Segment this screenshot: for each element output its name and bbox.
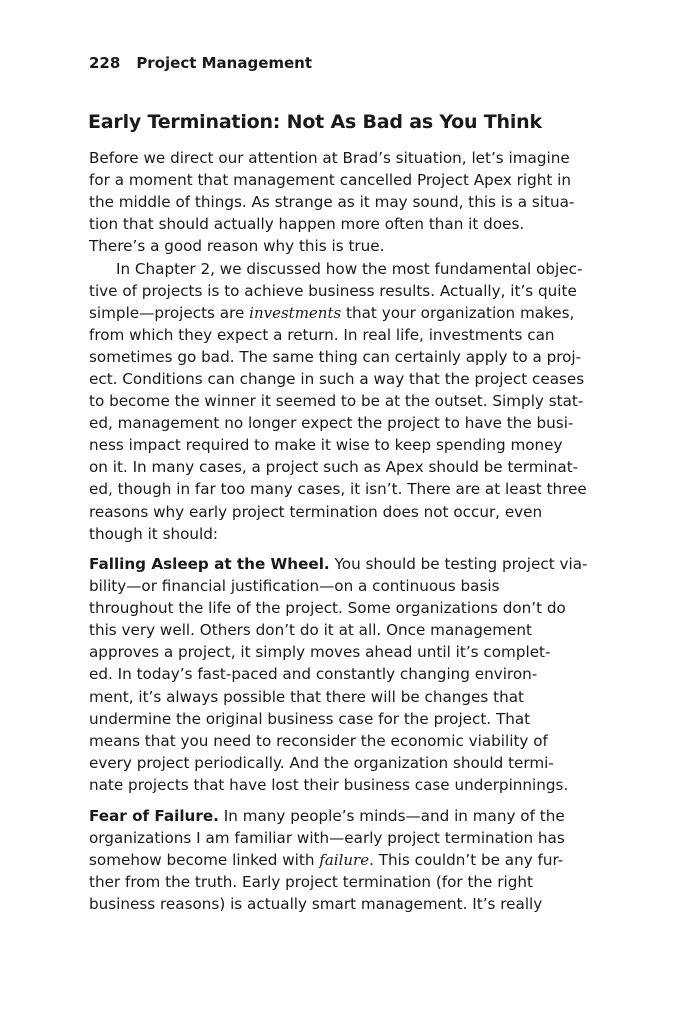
text-line: reasons why early project termination does not occur, even bbox=[89, 502, 543, 521]
text-run: In many people’s minds—and in many of the bbox=[218, 807, 565, 825]
text-line: to become the winner it seemed to be at the outset. Simply stat- bbox=[89, 392, 584, 411]
text-line: Before we direct our attention at Brad’s situation, let’s imagine bbox=[89, 149, 570, 167]
text-line: ect. Conditions can change in such a way that the project ceases bbox=[89, 369, 585, 388]
text-line: ed, though in far too many cases, it isn’t. There are at least three bbox=[89, 480, 587, 499]
text-line: this very well. Others don’t do it at all. Once management bbox=[89, 621, 532, 640]
text-line: undermine the original business case for the project. That bbox=[89, 709, 531, 728]
run-in-heading: Fear of Failure. bbox=[89, 807, 219, 825]
text-line: from which they expect a return. In real life, investments can bbox=[89, 325, 555, 344]
text-run: . This couldn’t be any fur- bbox=[369, 851, 564, 870]
text-line: ed. In today’s fast-paced and constantly changing environ- bbox=[89, 665, 538, 684]
text-line: for a moment that management cancelled Project Apex right in bbox=[89, 171, 572, 190]
text-line: bility—or financial justification—on a continuous basis bbox=[89, 577, 500, 596]
text-line: ment, it’s always possible that there will be changes that bbox=[89, 687, 524, 706]
text-line: ed, management no longer expect the project to have the busi- bbox=[89, 414, 574, 433]
section-title: Early Termination: Not As Bad as You Think bbox=[88, 111, 542, 133]
text-line: ness impact required to make it wise to keep spending money bbox=[89, 436, 563, 455]
emphasis-investments: investments bbox=[249, 303, 342, 322]
paragraph-fear-of-failure bbox=[89, 805, 604, 915]
text-line: on it. In many cases, a project such as Apex should be terminat- bbox=[89, 458, 579, 477]
text-run: that your organization makes, bbox=[341, 303, 575, 322]
text-line: approves a project, it simply moves ahead until it’s complet- bbox=[89, 643, 551, 662]
text-line: tive of projects is to achieve business results. Actually, it’s quite bbox=[89, 281, 577, 300]
text-run: simple—projects are bbox=[89, 303, 250, 322]
text-line: There’s a good reason why this is true. bbox=[89, 237, 385, 256]
text-line bbox=[89, 805, 604, 827]
text-line: means that you need to reconsider the economic viability of bbox=[89, 731, 548, 750]
text-line bbox=[89, 553, 604, 575]
running-title: Project Management bbox=[136, 54, 313, 72]
text-line: business reasons) is actually smart management. It’s really bbox=[89, 895, 543, 914]
text-line: every project periodically. And the organization should termi- bbox=[89, 753, 554, 772]
text-line: throughout the life of the project. Some organizations don’t do bbox=[89, 599, 566, 618]
paragraph-falling-asleep bbox=[89, 553, 604, 796]
text-line: ther from the truth. Early project termination (for the right bbox=[89, 873, 533, 892]
paragraph-intro bbox=[89, 147, 604, 257]
text-line: In Chapter 2, we discussed how the most fundamental objec- bbox=[116, 259, 583, 278]
text-line: the middle of things. As strange as it may sound, this is a situa- bbox=[89, 193, 575, 212]
text-line: nate projects that have lost their business case underpinnings. bbox=[89, 775, 569, 794]
running-header bbox=[89, 54, 312, 72]
text-line: tion that should actually happen more often than it does. bbox=[89, 215, 525, 234]
page-number: 228 bbox=[89, 54, 121, 72]
text-run: somehow become linked with bbox=[89, 851, 320, 870]
paragraph-chapter-2 bbox=[89, 258, 604, 545]
text-line bbox=[89, 849, 604, 871]
emphasis-failure: failure bbox=[319, 851, 370, 870]
text-line bbox=[89, 302, 604, 324]
run-in-heading: Falling Asleep at the Wheel. bbox=[89, 555, 330, 573]
text-line: organizations I am familiar with—early project termination has bbox=[89, 829, 565, 848]
text-line: sometimes go bad. The same thing can certainly apply to a proj- bbox=[89, 347, 582, 366]
text-run: You should be testing project via- bbox=[329, 555, 588, 573]
text-line: though it should: bbox=[89, 524, 219, 543]
